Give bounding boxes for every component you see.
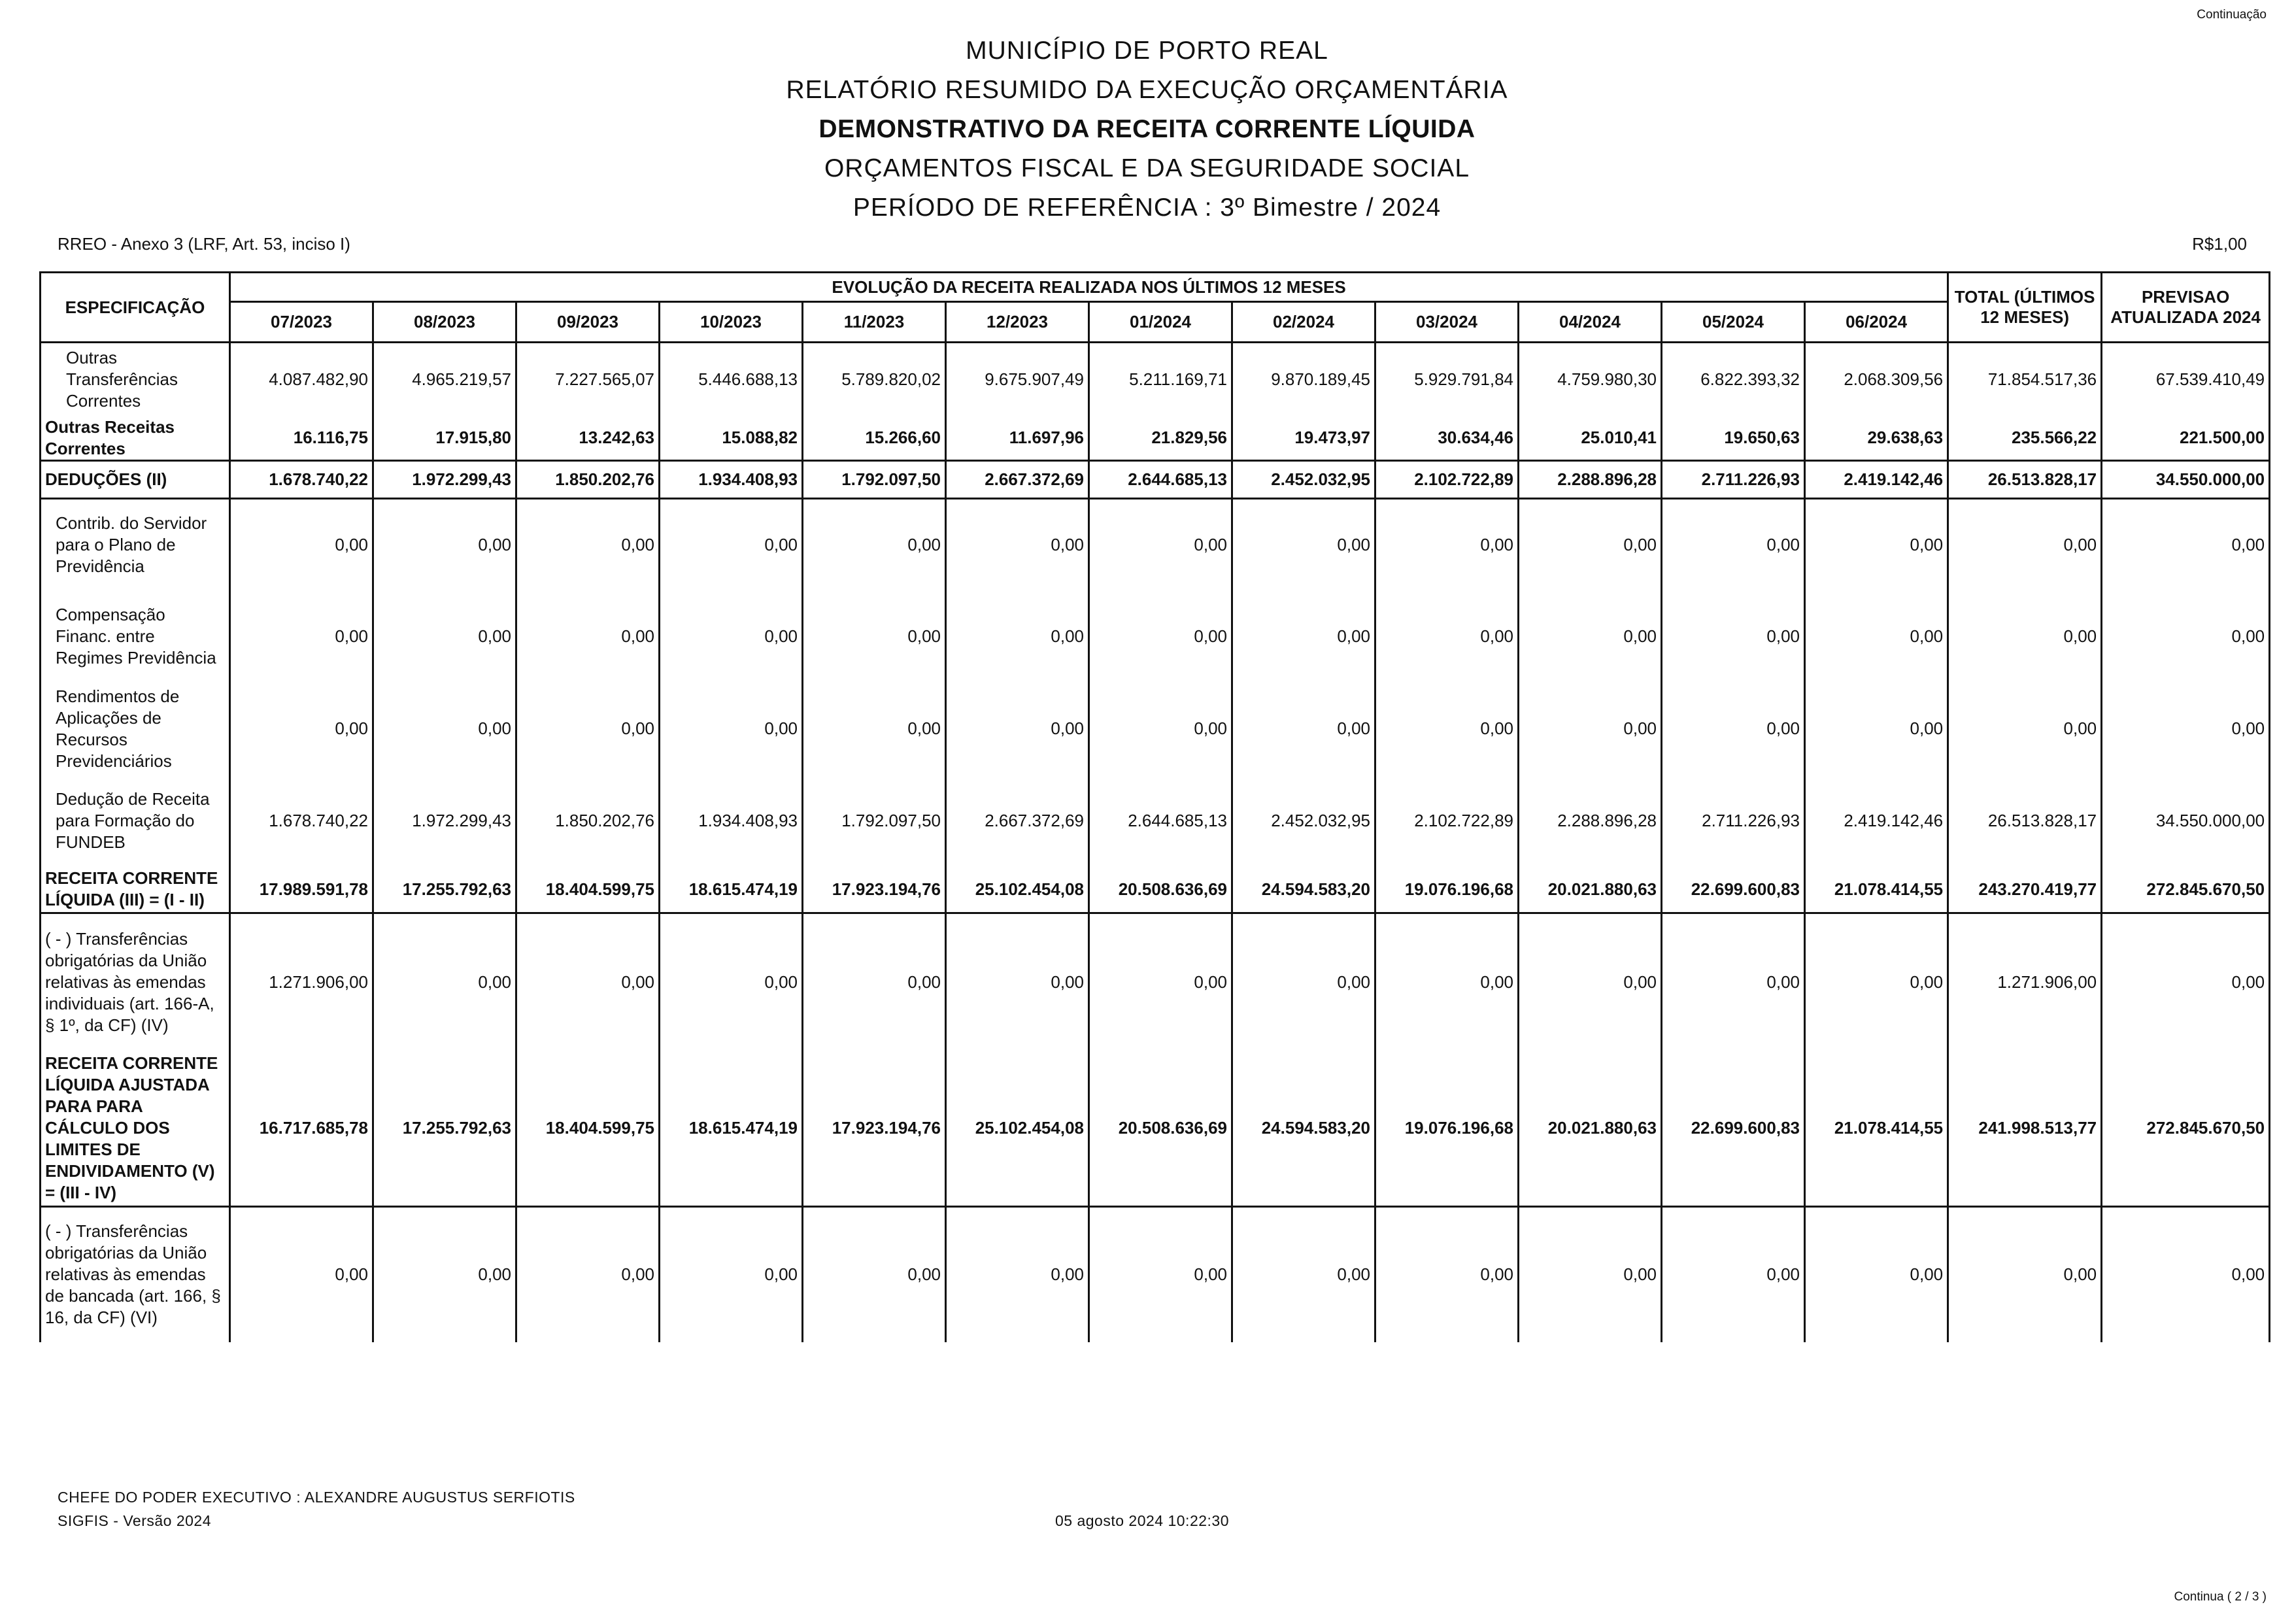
month-value-cell: 9.675.907,49 bbox=[946, 343, 1089, 416]
month-value-cell: 0,00 bbox=[1662, 590, 1805, 683]
forecast-cell: 0,00 bbox=[2102, 498, 2270, 590]
month-value-cell: 11.697,96 bbox=[946, 416, 1089, 461]
month-value-cell: 5.211.169,71 bbox=[1089, 343, 1232, 416]
row-label: Compensação Financ. entre Regimes Previdência bbox=[41, 590, 230, 683]
month-value-cell: 1.792.097,50 bbox=[803, 775, 946, 867]
month-value-cell: 22.699.600,83 bbox=[1662, 867, 1805, 913]
month-value-cell: 20.508.636,69 bbox=[1089, 1051, 1232, 1206]
row-label: DEDUÇÕES (II) bbox=[41, 460, 230, 498]
month-value-cell: 6.822.393,32 bbox=[1662, 343, 1805, 416]
month-value-cell: 0,00 bbox=[1805, 683, 1948, 775]
month-value-cell: 2.452.032,95 bbox=[1232, 460, 1375, 498]
month-value-cell: 1.792.097,50 bbox=[803, 460, 946, 498]
month-value-cell: 0,00 bbox=[1375, 913, 1519, 1051]
month-value-cell: 0,00 bbox=[1089, 913, 1232, 1051]
month-value-cell: 19.473,97 bbox=[1232, 416, 1375, 461]
month-value-cell: 1.850.202,76 bbox=[516, 460, 660, 498]
month-value-cell: 0,00 bbox=[660, 1206, 803, 1342]
month-value-cell: 0,00 bbox=[1232, 1206, 1375, 1342]
month-value-cell: 0,00 bbox=[516, 590, 660, 683]
total-cell: 243.270.419,77 bbox=[1948, 867, 2102, 913]
total-cell: 241.998.513,77 bbox=[1948, 1051, 2102, 1206]
month-value-cell: 17.255.792,63 bbox=[373, 1051, 516, 1206]
reference-period: PERÍODO DE REFERÊNCIA : 3º Bimestre / 2024 bbox=[852, 194, 1442, 222]
row-label: Outras Receitas Correntes bbox=[41, 416, 230, 461]
month-value-cell: 0,00 bbox=[1662, 683, 1805, 775]
forecast-cell: 67.539.410,49 bbox=[2102, 343, 2270, 416]
month-value-cell: 0,00 bbox=[660, 498, 803, 590]
month-value-cell: 2.102.722,89 bbox=[1375, 460, 1519, 498]
forecast-cell: 0,00 bbox=[2102, 1206, 2270, 1342]
month-value-cell: 20.021.880,63 bbox=[1519, 1051, 1662, 1206]
month-value-cell: 2.644.685,13 bbox=[1089, 460, 1232, 498]
month-value-cell: 1.972.299,43 bbox=[373, 775, 516, 867]
total-cell: 0,00 bbox=[1948, 498, 2102, 590]
month-value-cell: 0,00 bbox=[230, 683, 373, 775]
row-contrib-servidor bbox=[41, 498, 2270, 590]
month-value-cell: 18.404.599,75 bbox=[516, 867, 660, 913]
month-value-cell: 0,00 bbox=[1662, 498, 1805, 590]
row-transf-emendas-individuais bbox=[41, 913, 2270, 1051]
month-value-cell: 20.021.880,63 bbox=[1519, 867, 1662, 913]
month-value-cell: 0,00 bbox=[1375, 1206, 1519, 1342]
month-value-cell: 20.508.636,69 bbox=[1089, 867, 1232, 913]
month-value-cell: 1.934.408,93 bbox=[660, 460, 803, 498]
month-value-cell: 16.717.685,78 bbox=[230, 1051, 373, 1206]
row-label: ( - ) Transferências obrigatórias da União relativas às emendas individuais (art. 166-A, § 1º, da CF) (IV) bbox=[41, 913, 230, 1051]
month-value-cell: 15.088,82 bbox=[660, 416, 803, 461]
month-value-cell: 0,00 bbox=[946, 1206, 1089, 1342]
month-value-cell: 0,00 bbox=[946, 683, 1089, 775]
month-value-cell: 0,00 bbox=[516, 1206, 660, 1342]
month-header: 06/2024 bbox=[1805, 302, 1948, 343]
system-version: SIGFIS - Versão 2024 bbox=[58, 1512, 212, 1529]
month-value-cell: 0,00 bbox=[373, 498, 516, 590]
month-value-cell: 1.934.408,93 bbox=[660, 775, 803, 867]
month-value-cell: 0,00 bbox=[1089, 683, 1232, 775]
month-value-cell: 2.288.896,28 bbox=[1519, 460, 1662, 498]
month-value-cell: 9.870.189,45 bbox=[1232, 343, 1375, 416]
month-header: 12/2023 bbox=[946, 302, 1089, 343]
row-label: RECEITA CORRENTE LÍQUIDA AJUSTADA PARA PARA CÁLCULO DOS LIMITES DE ENDIVIDAMENTO (V) = (III - IV) bbox=[41, 1051, 230, 1206]
month-value-cell: 0,00 bbox=[1375, 590, 1519, 683]
total-cell: 1.271.906,00 bbox=[1948, 913, 2102, 1051]
month-value-cell: 0,00 bbox=[230, 1206, 373, 1342]
month-value-cell: 7.227.565,07 bbox=[516, 343, 660, 416]
month-value-cell: 21.078.414,55 bbox=[1805, 867, 1948, 913]
total-cell: 71.854.517,36 bbox=[1948, 343, 2102, 416]
month-value-cell: 4.965.219,57 bbox=[373, 343, 516, 416]
month-value-cell: 0,00 bbox=[803, 1206, 946, 1342]
month-value-cell: 0,00 bbox=[373, 683, 516, 775]
month-value-cell: 0,00 bbox=[516, 683, 660, 775]
forecast-cell: 221.500,00 bbox=[2102, 416, 2270, 461]
month-value-cell: 0,00 bbox=[660, 683, 803, 775]
month-value-cell: 0,00 bbox=[1519, 1206, 1662, 1342]
month-value-cell: 19.650,63 bbox=[1662, 416, 1805, 461]
month-value-cell: 18.615.474,19 bbox=[660, 1051, 803, 1206]
month-value-cell: 0,00 bbox=[946, 913, 1089, 1051]
month-value-cell: 0,00 bbox=[1232, 683, 1375, 775]
month-value-cell: 1.678.740,22 bbox=[230, 775, 373, 867]
forecast-cell: 34.550.000,00 bbox=[2102, 460, 2270, 498]
month-value-cell: 21.829,56 bbox=[1089, 416, 1232, 461]
month-header: 04/2024 bbox=[1519, 302, 1662, 343]
annex-label: RREO - Anexo 3 (LRF, Art. 53, inciso I) bbox=[58, 234, 350, 254]
month-value-cell: 0,00 bbox=[1232, 590, 1375, 683]
month-value-cell: 18.615.474,19 bbox=[660, 867, 803, 913]
row-label: ( - ) Transferências obrigatórias da União relativas às emendas de bancada (art. 166, § 16, da CF) (VI) bbox=[41, 1206, 230, 1342]
forecast-header: PREVISAO ATUALIZADA 2024 bbox=[2102, 273, 2270, 343]
month-value-cell: 0,00 bbox=[1805, 498, 1948, 590]
row-outras-transferencias bbox=[41, 343, 2270, 416]
row-label: RECEITA CORRENTE LÍQUIDA (III) = (I - II) bbox=[41, 867, 230, 913]
month-value-cell: 2.667.372,69 bbox=[946, 460, 1089, 498]
month-value-cell: 16.116,75 bbox=[230, 416, 373, 461]
month-value-cell: 15.266,60 bbox=[803, 416, 946, 461]
month-header: 08/2023 bbox=[373, 302, 516, 343]
month-value-cell: 0,00 bbox=[946, 498, 1089, 590]
forecast-cell: 0,00 bbox=[2102, 590, 2270, 683]
month-value-cell: 19.076.196,68 bbox=[1375, 1051, 1519, 1206]
month-header: 09/2023 bbox=[516, 302, 660, 343]
month-value-cell: 24.594.583,20 bbox=[1232, 1051, 1375, 1206]
statement-title: DEMONSTRATIVO DA RECEITA CORRENTE LÍQUIDA bbox=[818, 115, 1476, 143]
month-value-cell: 0,00 bbox=[1519, 913, 1662, 1051]
month-value-cell: 0,00 bbox=[1089, 498, 1232, 590]
month-value-cell: 30.634,46 bbox=[1375, 416, 1519, 461]
month-value-cell: 0,00 bbox=[1089, 1206, 1232, 1342]
total-header: TOTAL (ÚLTIMOS 12 MESES) bbox=[1948, 273, 2102, 343]
month-value-cell: 24.594.583,20 bbox=[1232, 867, 1375, 913]
month-value-cell: 0,00 bbox=[1089, 590, 1232, 683]
month-header: 05/2024 bbox=[1662, 302, 1805, 343]
executive-signature: CHEFE DO PODER EXECUTIVO : ALEXANDRE AUGUSTUS SERFIOTIS bbox=[58, 1489, 575, 1506]
month-value-cell: 0,00 bbox=[660, 590, 803, 683]
report-header bbox=[0, 31, 2294, 228]
row-label: Outras Transferências Correntes bbox=[41, 343, 230, 416]
month-value-cell: 17.989.591,78 bbox=[230, 867, 373, 913]
total-cell: 0,00 bbox=[1948, 590, 2102, 683]
report-title: RELATÓRIO RESUMIDO DA EXECUÇÃO ORÇAMENTÁRIA bbox=[786, 76, 1508, 104]
month-value-cell: 2.419.142,46 bbox=[1805, 460, 1948, 498]
month-header: 03/2024 bbox=[1375, 302, 1519, 343]
month-value-cell: 0,00 bbox=[803, 590, 946, 683]
month-value-cell: 0,00 bbox=[1375, 498, 1519, 590]
total-cell: 26.513.828,17 bbox=[1948, 775, 2102, 867]
month-value-cell: 0,00 bbox=[373, 1206, 516, 1342]
month-value-cell: 0,00 bbox=[516, 498, 660, 590]
row-label: Contrib. do Servidor para o Plano de Previdência bbox=[41, 498, 230, 590]
month-value-cell: 0,00 bbox=[946, 590, 1089, 683]
month-value-cell: 25.102.454,08 bbox=[946, 1051, 1089, 1206]
forecast-cell: 0,00 bbox=[2102, 683, 2270, 775]
forecast-cell: 0,00 bbox=[2102, 913, 2270, 1051]
page-counter: Continua ( 2 / 3 ) bbox=[2174, 1590, 2267, 1604]
month-value-cell: 2.711.226,93 bbox=[1662, 460, 1805, 498]
month-value-cell: 0,00 bbox=[373, 913, 516, 1051]
month-header: 02/2024 bbox=[1232, 302, 1375, 343]
budget-scope: ORÇAMENTOS FISCAL E DA SEGURIDADE SOCIAL bbox=[824, 154, 1470, 182]
total-cell: 0,00 bbox=[1948, 1206, 2102, 1342]
month-value-cell: 5.789.820,02 bbox=[803, 343, 946, 416]
month-value-cell: 4.759.980,30 bbox=[1519, 343, 1662, 416]
evolution-header: EVOLUÇÃO DA RECEITA REALIZADA NOS ÚLTIMOS 12 MESES bbox=[230, 273, 1948, 302]
month-header: 10/2023 bbox=[660, 302, 803, 343]
month-value-cell: 1.972.299,43 bbox=[373, 460, 516, 498]
month-value-cell: 0,00 bbox=[1232, 498, 1375, 590]
row-rendimentos-aplicacoes bbox=[41, 683, 2270, 775]
month-value-cell: 13.242,63 bbox=[516, 416, 660, 461]
month-value-cell: 2.711.226,93 bbox=[1662, 775, 1805, 867]
month-value-cell: 0,00 bbox=[1519, 683, 1662, 775]
month-value-cell: 0,00 bbox=[1805, 1206, 1948, 1342]
row-deducao-fundeb bbox=[41, 775, 2270, 867]
month-value-cell: 17.915,80 bbox=[373, 416, 516, 461]
month-value-cell: 2.068.309,56 bbox=[1805, 343, 1948, 416]
month-value-cell: 0,00 bbox=[1662, 1206, 1805, 1342]
month-value-cell: 0,00 bbox=[1805, 590, 1948, 683]
month-value-cell: 0,00 bbox=[516, 913, 660, 1051]
month-value-cell: 0,00 bbox=[1519, 590, 1662, 683]
month-value-cell: 5.446.688,13 bbox=[660, 343, 803, 416]
month-value-cell: 0,00 bbox=[1662, 913, 1805, 1051]
month-value-cell: 1.678.740,22 bbox=[230, 460, 373, 498]
month-value-cell: 5.929.791,84 bbox=[1375, 343, 1519, 416]
row-label: Dedução de Receita para Formação do FUNDEB bbox=[41, 775, 230, 867]
month-value-cell: 21.078.414,55 bbox=[1805, 1051, 1948, 1206]
forecast-cell: 272.845.670,50 bbox=[2102, 1051, 2270, 1206]
month-value-cell: 0,00 bbox=[803, 913, 946, 1051]
currency-unit: R$1,00 bbox=[2192, 234, 2247, 254]
month-value-cell: 0,00 bbox=[1519, 498, 1662, 590]
month-value-cell: 0,00 bbox=[1805, 913, 1948, 1051]
forecast-cell: 34.550.000,00 bbox=[2102, 775, 2270, 867]
month-value-cell: 2.288.896,28 bbox=[1519, 775, 1662, 867]
month-value-cell: 2.452.032,95 bbox=[1232, 775, 1375, 867]
forecast-cell: 272.845.670,50 bbox=[2102, 867, 2270, 913]
month-value-cell: 2.102.722,89 bbox=[1375, 775, 1519, 867]
total-cell: 235.566,22 bbox=[1948, 416, 2102, 461]
month-value-cell: 1.271.906,00 bbox=[230, 913, 373, 1051]
revenue-table bbox=[39, 271, 2270, 1342]
month-value-cell: 0,00 bbox=[803, 498, 946, 590]
month-value-cell: 2.419.142,46 bbox=[1805, 775, 1948, 867]
row-deducoes bbox=[41, 460, 2270, 498]
month-value-cell: 0,00 bbox=[1232, 913, 1375, 1051]
month-value-cell: 17.255.792,63 bbox=[373, 867, 516, 913]
month-header: 01/2024 bbox=[1089, 302, 1232, 343]
month-header: 07/2023 bbox=[230, 302, 373, 343]
month-value-cell: 22.699.600,83 bbox=[1662, 1051, 1805, 1206]
month-value-cell: 17.923.194,76 bbox=[803, 867, 946, 913]
continuation-label: Continuação bbox=[2197, 8, 2267, 22]
month-value-cell: 25.010,41 bbox=[1519, 416, 1662, 461]
month-value-cell: 19.076.196,68 bbox=[1375, 867, 1519, 913]
month-value-cell: 0,00 bbox=[230, 590, 373, 683]
month-value-cell: 2.644.685,13 bbox=[1089, 775, 1232, 867]
total-cell: 0,00 bbox=[1948, 683, 2102, 775]
total-cell: 26.513.828,17 bbox=[1948, 460, 2102, 498]
month-value-cell: 29.638,63 bbox=[1805, 416, 1948, 461]
row-outras-receitas bbox=[41, 416, 2270, 461]
month-value-cell: 0,00 bbox=[230, 498, 373, 590]
row-transf-emendas-bancada bbox=[41, 1206, 2270, 1342]
row-rcl-ajustada bbox=[41, 1051, 2270, 1206]
spec-header: ESPECIFICAÇÃO bbox=[41, 273, 230, 343]
month-value-cell: 0,00 bbox=[373, 590, 516, 683]
month-value-cell: 0,00 bbox=[1375, 683, 1519, 775]
month-value-cell: 18.404.599,75 bbox=[516, 1051, 660, 1206]
row-compensacao-financ bbox=[41, 590, 2270, 683]
generation-datetime: 05 agosto 2024 10:22:30 bbox=[1055, 1512, 1230, 1529]
municipality-title: MUNICÍPIO DE PORTO REAL bbox=[966, 37, 1328, 65]
month-value-cell: 25.102.454,08 bbox=[946, 867, 1089, 913]
month-value-cell: 4.087.482,90 bbox=[230, 343, 373, 416]
month-value-cell: 1.850.202,76 bbox=[516, 775, 660, 867]
month-value-cell: 17.923.194,76 bbox=[803, 1051, 946, 1206]
month-value-cell: 2.667.372,69 bbox=[946, 775, 1089, 867]
month-header: 11/2023 bbox=[803, 302, 946, 343]
month-value-cell: 0,00 bbox=[660, 913, 803, 1051]
row-rcl bbox=[41, 867, 2270, 913]
month-value-cell: 0,00 bbox=[803, 683, 946, 775]
row-label: Rendimentos de Aplicações de Recursos Previdenciários bbox=[41, 683, 230, 775]
